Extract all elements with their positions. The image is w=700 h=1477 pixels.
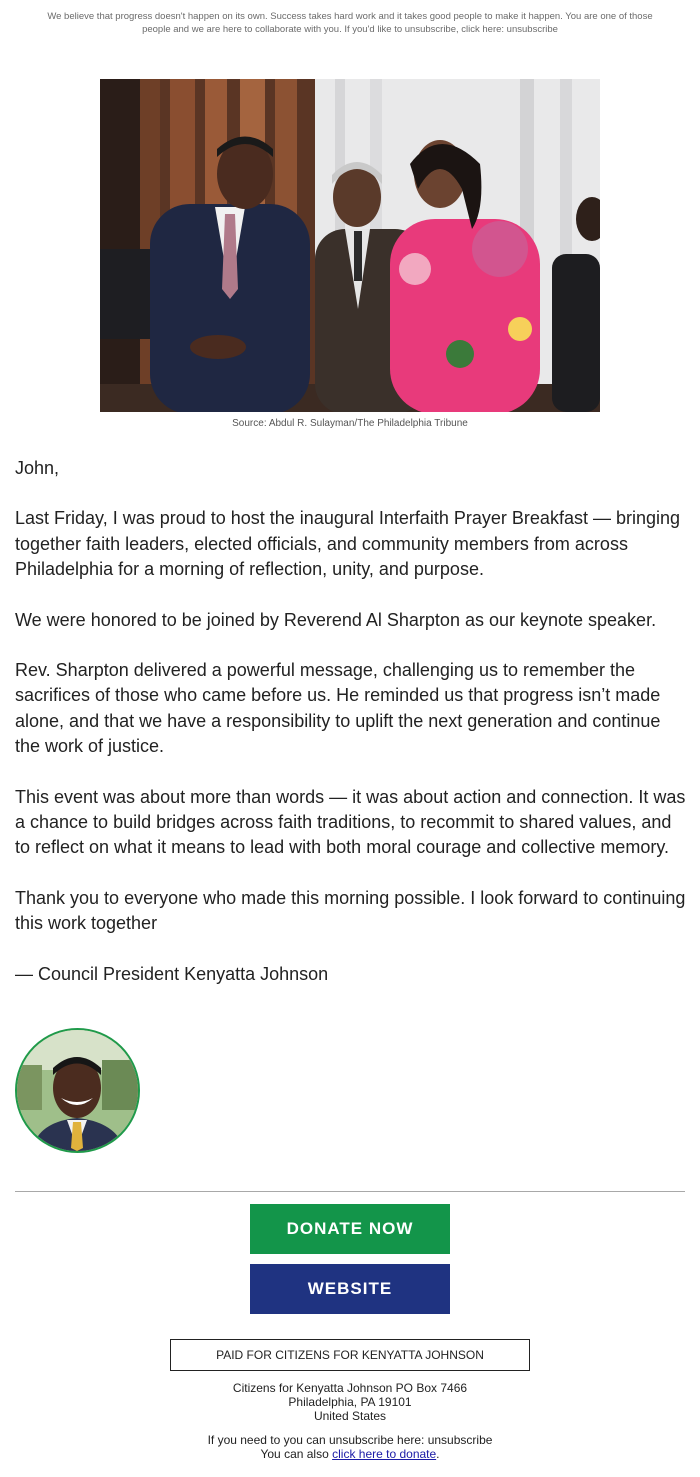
photo-caption: Source: Abdul R. Sulayman/The Philadelphia Tribune [232, 418, 468, 429]
website-button[interactable]: WEBSITE [250, 1264, 450, 1314]
donate-line [0, 1447, 700, 1461]
avatar-portrait [17, 1030, 138, 1151]
address-line-2: Philadelphia, PA 19101 [288, 1395, 412, 1409]
footer-links [0, 1433, 700, 1461]
address-line-3: United States [313, 1409, 387, 1423]
donate-now-button[interactable]: DONATE NOW [250, 1204, 450, 1254]
preheader-text: We believe that progress doesn't happen on its own. Success takes hard work and it takes good people to make it happen. You are one of those people and we are here to collaborate with you. If you'd like to unsubscribe, click here: unsubscribe [47, 11, 653, 35]
paragraph-5: Thank you to everyone who made this morning possible. I look forward to continuing this work together [15, 887, 686, 934]
donate-prefix: You can also [260, 1447, 333, 1461]
hero-photo [100, 79, 600, 412]
letter-body [15, 456, 687, 1012]
paragraph-3: Rev. Sharpton delivered a powerful message, challenging us to remember the sacrifices of those who came before us. He reminded us that progress isn’t made alone, and that we have a responsibility to uplift the next generation and continue the work of justice. [15, 660, 661, 757]
mailing-address [0, 1381, 700, 1423]
avatar [15, 1028, 140, 1153]
signoff: — Council President Kenyatta Johnson [15, 963, 329, 984]
paragraph-4: This event was about more than words — it was about action and connection. It was a chance to build bridges across faith traditions, to recommit to shared values, and to reflect on what it means to lead with both moral courage and collective memory. [15, 786, 686, 858]
paragraph-2: We were honored to be joined by Reverend Al Sharpton as our keynote speaker. [15, 609, 657, 630]
footer-divider [15, 1191, 685, 1192]
unsubscribe-text[interactable]: If you need to you can unsubscribe here: unsubscribe [207, 1433, 493, 1447]
paid-for-disclaimer: PAID FOR CITIZENS FOR KENYATTA JOHNSON [170, 1339, 530, 1371]
address-line-1: Citizens for Kenyatta Johnson PO Box 7466 [232, 1381, 468, 1395]
click-here-to-donate-link[interactable]: click here to donate [332, 1447, 437, 1461]
donate-suffix: . [436, 1447, 440, 1461]
hero-photo-graphic [100, 79, 600, 412]
paragraph-1: Last Friday, I was proud to host the inaugural Interfaith Prayer Breakfast — bringing together faith leaders, elected officials, and community members from across Philadelphia for a morning of reflection, unity, and purpose. [15, 508, 681, 580]
greeting: John, [15, 458, 60, 478]
